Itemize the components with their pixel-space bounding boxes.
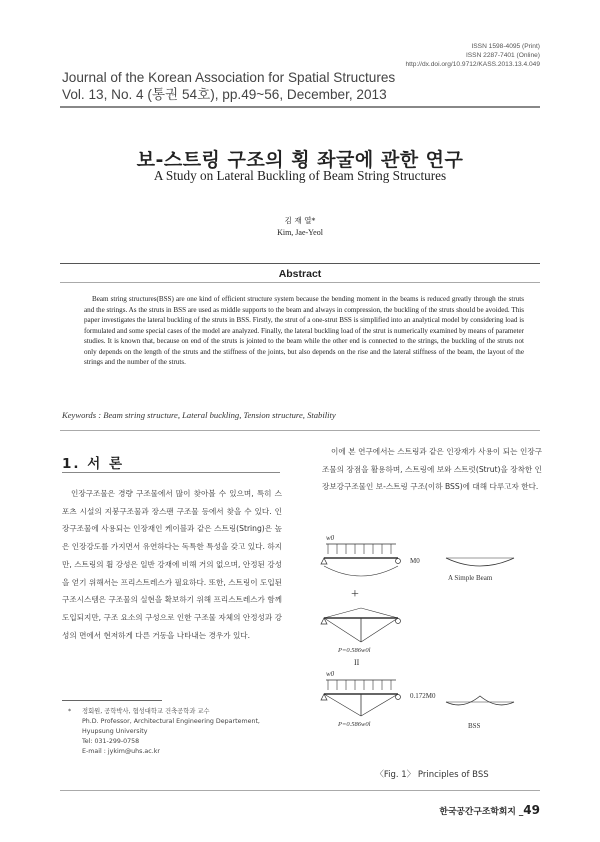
abstract-heading-bar	[60, 263, 540, 283]
footnote-email[interactable]: E-mail : jykim@uhs.ac.kr	[82, 748, 160, 755]
intro-paragraph-right: 이에 본 연구에서는 스트링과 같은 인장재가 사용이 되는 인장구조물의 장점을 활용하며, 스트링에 보와 스트럿(Strut)을 장착한 인장보강구조물인 보-스트링 구조(이하 BSS)에 대해 다루고자 한다.	[322, 447, 542, 492]
author-korean: 김 재 열*	[284, 216, 316, 225]
figure-caption: 〈Fig. 1〉 Principles of BSS	[375, 770, 489, 780]
footnote-rule	[62, 700, 162, 701]
simple-beam-diagram	[321, 534, 514, 582]
footnote-line: Tel: 031-299-0758	[82, 738, 140, 745]
doi-link[interactable]: http://dx.doi.org/10.9712/KASS.2013.13.4.049	[405, 61, 540, 68]
issn-block	[405, 42, 540, 69]
load-label-top: w0	[326, 534, 335, 542]
issn-online: ISSN 2287-7401 (Online)	[465, 52, 540, 59]
abstract-text: Beam string structures(BSS) are one kind of efficient structure system because the bending moment in the beams is reduced greatly through the struts and the strings. As the struts in BSS are used as middle supports to the beam and always in compression, the buckling of the struts should be avoided. This paper investigates the lateral buckling of the struts in BSS. Firstly, the strut of a one-strut BSS is simplified into an analytical model by considering load is formulated and some special cases of the model are analyzed. Finally, the lateral buckling load of the strut is numerically examined by means of parameter studies. It is known that, because on end of the struts is jointed to the beam while the other end is connected to the strings, the buckling of the struts not only depends on the length of the struts and the stiffness of the joints, but also depends on the rise and the lateral stiffness of the beam, the layout of the strings and the number of the struts.	[84, 295, 524, 366]
page-footer	[439, 803, 540, 817]
simple-beam-label: A Simple Beam	[448, 574, 493, 582]
keywords: Keywords : Beam string structure, Lateral buckling, Tension structure, Stability	[62, 410, 336, 420]
bss-force-label: P=0.586w0l	[338, 721, 371, 728]
paper-title-korean: 보-스트링 구조의 횡 좌굴에 관한 연구	[136, 149, 464, 171]
load-label-bottom: w0	[326, 670, 335, 678]
bss-diagram	[321, 670, 514, 730]
section-heading-introduction: 1. 서 론	[62, 456, 125, 472]
equals-sign: II	[354, 658, 360, 667]
moment-label: M0	[410, 557, 420, 565]
footnote-line: 정회원, 공학박사, 협성대학교 건축공학과 교수	[82, 708, 210, 715]
issn-print: ISSN 1598-4095 (Print)	[471, 43, 540, 50]
author-footnote	[68, 707, 288, 757]
bss-label: BSS	[468, 722, 481, 730]
abstract-heading: Abstract	[278, 268, 322, 280]
abstract-divider	[60, 430, 540, 431]
footnote-line: Hyupsung University	[82, 728, 148, 735]
footnote-marker: *	[68, 708, 72, 715]
footnote-line: Ph.D. Professor, Architectural Engineering Departement,	[82, 718, 260, 725]
section-rule	[62, 472, 280, 473]
intro-paragraph-left: 인장구조물은 경량 구조물에서 많이 찾아볼 수 있으며, 특히 스포츠 시설의 지붕구조물과 장스팬 구조물 등에서 찾을 수 있다. 인장구조물에 사용되는 인장재인 케이블과 같은 스트링(String)은 높은 인장강도를 가지면서 유연하다는 독특한 특성을 갖고 있다. 하지만, 스트링의 휨 강성은 일반 강재에 비해 거의 없으며, 안정된 강성을 얻기 위해서는 프리스트레스가 필요하다. 또한, 스트링이 도입된 구조시스템은 구조물의 실현을 확보하기 위해 프리스트레스가 함께 도입되지만, 구조 요소의 구성으로 인한 구조물 자체의 안정성과 강성의 면에서 현저하게 다른 거동을 나타내는 경우가 있다.	[62, 489, 282, 640]
strut-diagram	[321, 608, 401, 654]
figure-principles-of-bss	[318, 530, 542, 762]
paper-title-english: A Study on Lateral Buckling of Beam String Structures	[153, 168, 447, 183]
author-english: Kim, Jae-Yeol	[277, 228, 323, 237]
strut-force-label: P=0.586w0l	[338, 647, 371, 654]
journal-short-name: 한국공간구조학회지 _	[439, 807, 524, 817]
footer-divider	[60, 790, 540, 791]
page-number: 49	[523, 803, 540, 817]
volume-info: Vol. 13, No. 4 (통권 54호), pp.49~56, December, 2013	[62, 87, 387, 102]
plus-sign: +	[351, 587, 359, 602]
header-divider	[60, 106, 540, 108]
bss-moment-label: 0.172M0	[410, 692, 436, 700]
journal-name: Journal of the Korean Association for Spatial Structures	[62, 70, 396, 85]
